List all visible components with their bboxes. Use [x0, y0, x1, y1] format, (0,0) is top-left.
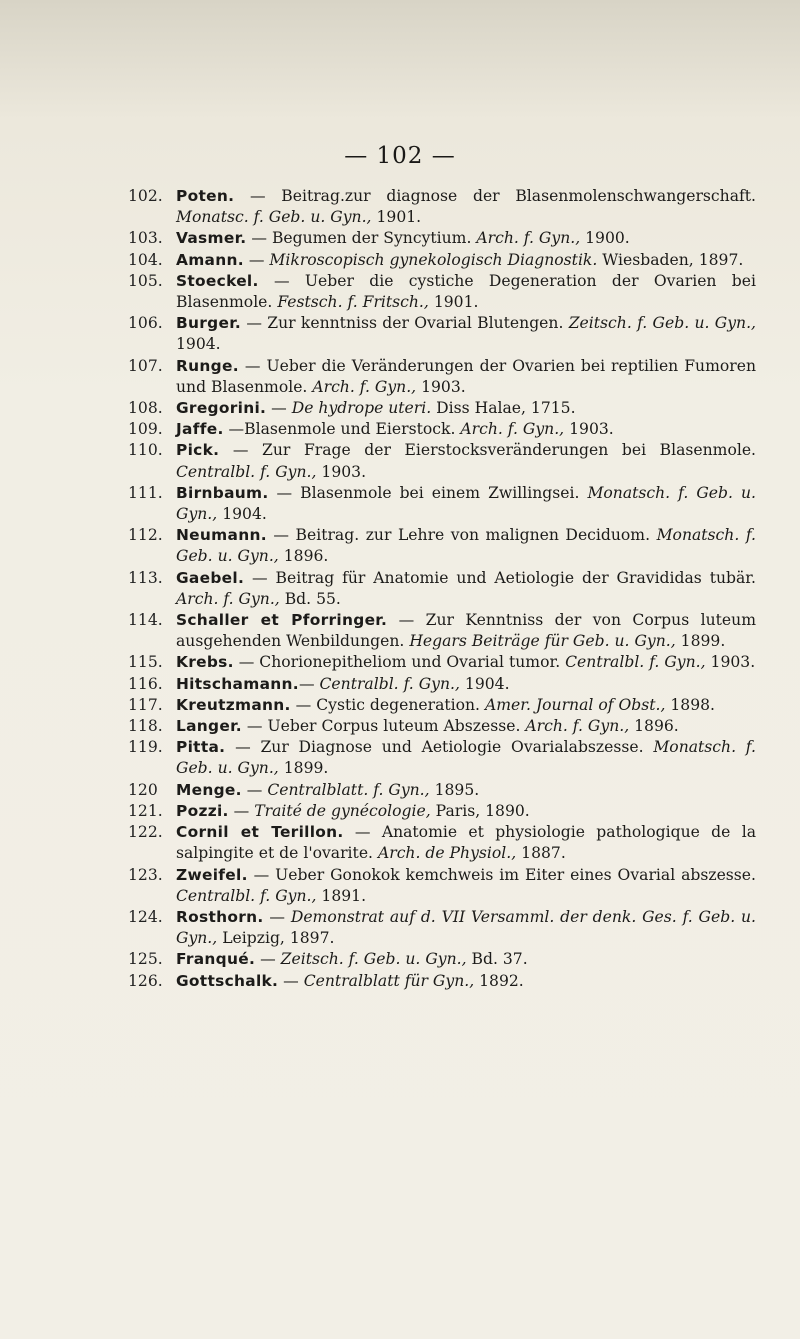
reference-details: 1901. [371, 208, 422, 227]
reference-title: Anatomie et physiologie pathologique de la salpingite et de l'ovarite. [176, 823, 756, 863]
reference-journal: Zeitsch. f. Geb. u. Gyn., [568, 314, 756, 333]
reference-number: 120 [128, 780, 158, 799]
reference-entry [128, 780, 756, 801]
reference-entry [128, 568, 756, 610]
reference-details: 1904. [176, 335, 221, 354]
reference-journal: Arch. f. Gyn., [176, 589, 280, 608]
reference-details: Paris, 1890. [430, 801, 530, 820]
reference-details: Bd. 55. [279, 589, 341, 608]
reference-author: Krebs. [176, 653, 234, 672]
reference-separator: — [241, 717, 268, 736]
reference-title: Blasenmole und Eierstock. [244, 420, 456, 439]
reference-author: Vasmer. [176, 229, 247, 248]
reference-title: Blasenmole bei einem Zwillingsei. [300, 483, 580, 502]
reference-details: 1896. [629, 717, 679, 736]
reference-entry [128, 949, 756, 970]
reference-journal: Monatsch. f. Geb. u. Gyn., [176, 526, 756, 566]
reference-separator: — [263, 907, 291, 926]
reference-number: 105. [128, 271, 163, 290]
reference-entry [128, 971, 756, 992]
reference-author: Franqué. [176, 950, 256, 969]
reference-entry [128, 610, 756, 652]
reference-list [128, 186, 756, 992]
reference-details: Diss Halae, 1715. [431, 399, 576, 418]
reference-details: 1899. [675, 632, 726, 651]
reference-title: Ueber Corpus luteum Abszesse. [267, 717, 521, 736]
reference-journal: Arch. f. Gyn., [525, 717, 630, 736]
reference-number: 110. [128, 441, 163, 460]
reference-number: 104. [128, 250, 163, 269]
reference-journal: Monatsch. f. Geb. u. Gyn., [176, 483, 756, 524]
reference-separator: — [219, 441, 263, 460]
reference-journal: Demonstrat auf d. VII Versamml. der denk. Ges. f. Geb. u. Gyn., [176, 907, 757, 948]
reference-journal: Centralbl. f. Gyn., [176, 462, 317, 481]
reference-number: 122. [128, 823, 163, 842]
reference-entry [128, 398, 756, 419]
reference-author: Gaebel. [176, 568, 245, 587]
reference-details: 1887. [516, 844, 566, 863]
reference-journal: Zeitsch. f. Geb. u. Gyn., [280, 950, 467, 969]
reference-title: Zur Kenntniss der von Corpus luteum ausgehenden Wenbildungen. [176, 611, 756, 651]
reference-separator: — [268, 483, 301, 502]
reference-number: 114. [128, 611, 163, 630]
reference-title: Chorionepitheliom und Ovarial tumor. [259, 653, 561, 672]
reference-entry [128, 737, 756, 779]
reference-title: Cystic degeneration. [316, 695, 481, 714]
reference-author: Rosthorn. [176, 907, 264, 926]
reference-number: 126. [128, 971, 163, 990]
reference-number: 106. [128, 314, 163, 333]
reference-journal: Festsch. f. Fritsch., [277, 293, 429, 312]
reference-title: Ueber die cystiche Degeneration der Ovarien bei Blasenmole. [176, 271, 756, 312]
reference-journal: Arch. f. Gyn., [476, 229, 581, 248]
reference-separator: — [233, 653, 260, 672]
reference-separator: — [234, 187, 282, 205]
reference-separator: — [247, 865, 276, 884]
reference-separator: — [246, 229, 272, 248]
reference-journal: Arch. f. Gyn., [312, 377, 417, 396]
reference-entry [128, 440, 756, 482]
reference-number: 117. [128, 695, 163, 714]
reference-author: Cornil et Terillon. [176, 823, 344, 842]
reference-journal: Monatsch. f. Geb. u. Gyn., [176, 738, 756, 778]
reference-details: 1895. [429, 780, 480, 799]
reference-number: 109. [128, 420, 163, 439]
reference-title: Beitrag. zur Lehre von malignen Deciduom. [295, 526, 651, 545]
reference-number: 102. [128, 187, 163, 205]
reference-separator: — [238, 356, 267, 375]
reference-title: Zur Frage der Eierstocksveränderungen bei Blasenmole. [262, 441, 757, 460]
reference-details: Bd. 37. [466, 950, 528, 969]
reference-number: 125. [128, 950, 163, 969]
reference-separator: — [387, 611, 426, 630]
reference-details: Leipzig, 1897. [217, 929, 335, 948]
reference-details: 1903. [316, 462, 367, 481]
reference-separator: — [225, 738, 261, 757]
reference-separator: — [266, 399, 292, 418]
reference-separator: — [241, 314, 268, 333]
reference-journal: Centralblatt für Gyn., [303, 971, 475, 990]
reference-separator: — [244, 568, 276, 587]
reference-author: Gottschalk. [176, 971, 279, 990]
reference-entry [128, 271, 756, 313]
reference-title: Ueber die Veränderungen der Ovarien bei reptilien Fumoren und Blasenmole. [176, 356, 756, 396]
reference-entry [128, 419, 756, 440]
reference-entry [128, 186, 756, 228]
reference-separator: — [255, 950, 281, 969]
reference-number: 107. [128, 356, 163, 375]
reference-author: Kreutzmann. [176, 695, 291, 714]
reference-details: 1901. [428, 293, 479, 312]
reference-entry [128, 313, 756, 355]
reference-author: Neumann. [176, 526, 267, 545]
reference-journal: Arch. f. Gyn., [460, 420, 565, 439]
reference-separator: — [343, 823, 382, 842]
reference-entry [128, 525, 756, 567]
reference-journal: De hydrope uteri. [291, 399, 432, 418]
reference-title: Beitrag für Anatomie und Aetiologie der Gravididas tubär. [275, 568, 756, 587]
reference-number: 116. [128, 674, 163, 693]
reference-journal: Centralbl. f. Gyn., [565, 653, 706, 672]
reference-details: 1904. [459, 674, 510, 693]
reference-entry [128, 865, 756, 907]
reference-number: 103. [128, 229, 163, 248]
reference-journal: Centralbl. f. Gyn., [176, 886, 317, 905]
reference-details: 1900. [580, 229, 630, 248]
reference-journal: Mikroscopisch gynekologisch Diagnostik. [269, 250, 598, 269]
reference-separator: — [290, 695, 317, 714]
reference-number: 124. [128, 907, 163, 926]
reference-entry [128, 250, 756, 271]
reference-separator: — [278, 971, 304, 990]
reference-title: Ueber Gonokok kemchweis im Eiter eines Ovarial abszesse. [275, 865, 756, 884]
reference-separator: — [243, 250, 270, 269]
reference-number: 123. [128, 865, 163, 884]
reference-number: 121. [128, 801, 163, 820]
reference-entry [128, 695, 756, 716]
reference-author: Gregorini. [176, 399, 267, 418]
reference-separator: — [228, 801, 255, 820]
reference-entry [128, 652, 756, 673]
reference-details: 1903. [416, 377, 466, 396]
reference-journal: Traité de gynécologie, [254, 801, 431, 820]
reference-title: Zur Diagnose und Aetiologie Ovarialabszesse. [260, 738, 644, 757]
reference-author: Amann. [176, 250, 244, 269]
reference-separator: — [298, 674, 320, 693]
reference-author: Hitschamann. [176, 674, 299, 693]
reference-details: 1904. [217, 505, 267, 524]
reference-title: Zur kenntniss der Ovarial Blutengen. [267, 314, 564, 333]
reference-entry [128, 228, 756, 249]
reference-journal: Hegars Beiträge für Geb. u. Gyn., [409, 632, 676, 651]
reference-details: 1898. [665, 695, 716, 714]
reference-journal: Monatsc. f. Geb. u. Gyn., [176, 208, 372, 227]
reference-details: 1903. [705, 653, 756, 672]
reference-journal: Amer. Journal of Obst., [484, 695, 666, 714]
reference-author: Birnbaum. [176, 483, 269, 502]
reference-separator: — [266, 526, 296, 545]
reference-author: Jaffe. [176, 420, 224, 439]
reference-entry [128, 907, 756, 949]
reference-separator: — [223, 420, 245, 439]
reference-details: 1891. [316, 886, 367, 905]
reference-journal: Arch. de Physiol., [377, 844, 517, 863]
page-number: — 102 — [344, 143, 456, 169]
reference-author: Zweifel. [176, 865, 248, 884]
reference-entry [128, 822, 756, 864]
reference-entry [128, 356, 756, 398]
reference-entry [128, 716, 756, 737]
reference-number: 113. [128, 568, 163, 587]
reference-author: Burger. [176, 314, 242, 333]
reference-title: Beitrag.zur diagnose der Blasenmolenschwangerschaft. [281, 187, 756, 205]
reference-author: Poten. [176, 187, 235, 205]
reference-number: 115. [128, 653, 163, 672]
reference-number: 112. [128, 526, 163, 545]
reference-author: Menge. [176, 780, 242, 799]
reference-number: 118. [128, 717, 163, 736]
reference-separator: — [241, 780, 268, 799]
reference-details: 1892. [474, 971, 524, 990]
reference-entry [128, 801, 756, 822]
reference-journal: Centralblatt. f. Gyn., [267, 780, 430, 799]
reference-entry [128, 483, 756, 525]
reference-details: 1896. [278, 547, 329, 566]
reference-details: 1899. [278, 759, 329, 778]
reference-entry [128, 674, 756, 695]
reference-author: Schaller et Pforringer. [176, 611, 388, 630]
reference-title: Begumen der Syncytium. [271, 229, 472, 248]
reference-number: 119. [128, 738, 163, 757]
reference-author: Pitta. [176, 738, 226, 757]
reference-number: 111. [128, 483, 163, 502]
reference-author: Runge. [176, 356, 239, 375]
reference-details: 1903. [564, 420, 614, 439]
reference-separator: — [258, 271, 305, 290]
reference-author: Langer. [176, 717, 242, 736]
reference-details: Wiesbaden, 1897. [597, 250, 744, 269]
reference-author: Pozzi. [176, 801, 229, 820]
reference-journal: Centralbl. f. Gyn., [319, 674, 460, 693]
reference-author: Stoeckel. [176, 271, 259, 290]
reference-number: 108. [128, 399, 163, 418]
reference-author: Pick. [176, 441, 220, 460]
